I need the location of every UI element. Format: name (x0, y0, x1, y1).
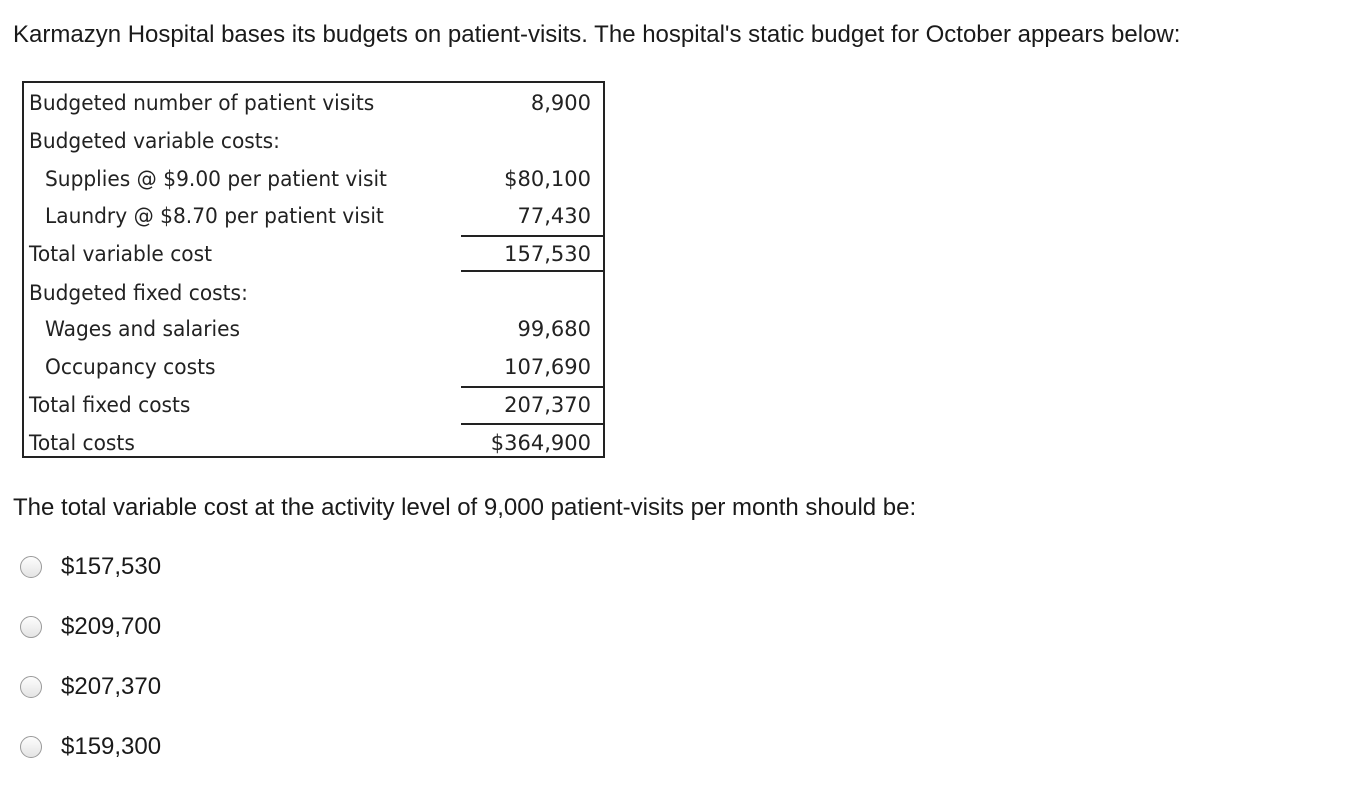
question-text: The total variable cost at the activity level of 9,000 patient-visits per month should be: (13, 494, 917, 521)
budget-row-value: $80,100 (504, 167, 591, 191)
budget-row-label: Budgeted fixed costs: (29, 281, 248, 305)
subtotal-rule (461, 386, 603, 388)
budget-row-total-fixed-costs (24, 389, 603, 419)
total-rule (461, 270, 603, 272)
budget-row-variable-costs-heading (24, 125, 603, 155)
answer-option-label: $159,300 (61, 733, 162, 760)
total-rule (461, 423, 603, 425)
budget-row-value: 8,900 (530, 91, 591, 115)
budget-row-label: Laundry @ $8.70 per patient visit (45, 204, 384, 228)
budget-row-label: Wages and salaries (45, 317, 241, 341)
budget-row-occupancy (24, 351, 603, 381)
budget-row-label: Total fixed costs (29, 393, 191, 417)
budget-row-label: Occupancy costs (45, 355, 216, 379)
subtotal-rule (461, 235, 603, 237)
budget-row-total-costs (24, 427, 603, 457)
budget-row-label: Budgeted variable costs: (29, 129, 280, 153)
budget-row-laundry (24, 200, 603, 230)
answer-option-label: $157,530 (61, 553, 162, 580)
budget-row-value: 99,680 (517, 317, 591, 341)
budget-row-value: 77,430 (517, 204, 591, 228)
radio-button[interactable] (20, 616, 42, 638)
budget-row-value: 207,370 (504, 393, 591, 417)
budget-row-supplies (24, 163, 603, 193)
answer-option-3[interactable] (20, 670, 161, 704)
answer-option-label: $209,700 (61, 613, 162, 640)
answer-option-2[interactable] (20, 610, 161, 644)
question-intro-text: Karmazyn Hospital bases its budgets on patient-visits. The hospital's static budget for October appears below: (13, 21, 1181, 48)
answer-option-label: $207,370 (61, 673, 162, 700)
radio-button[interactable] (20, 736, 42, 758)
budget-row-label: Total costs (29, 431, 135, 455)
budget-row-fixed-costs-heading (24, 277, 603, 307)
answer-option-1[interactable] (20, 550, 161, 584)
static-budget-table (22, 81, 605, 458)
budget-row-total-variable-cost (24, 238, 603, 268)
budget-row-wages (24, 313, 603, 343)
radio-button[interactable] (20, 676, 42, 698)
budget-row-patient-visits (24, 87, 603, 117)
budget-row-label: Budgeted number of patient visits (29, 91, 375, 115)
budget-row-value: 157,530 (504, 242, 591, 266)
radio-button[interactable] (20, 556, 42, 578)
budget-row-label: Supplies @ $9.00 per patient visit (45, 167, 387, 191)
budget-row-value: 107,690 (504, 355, 591, 379)
budget-row-label: Total variable cost (29, 242, 213, 266)
answer-option-4[interactable] (20, 730, 161, 764)
budget-row-value: $364,900 (490, 431, 591, 455)
